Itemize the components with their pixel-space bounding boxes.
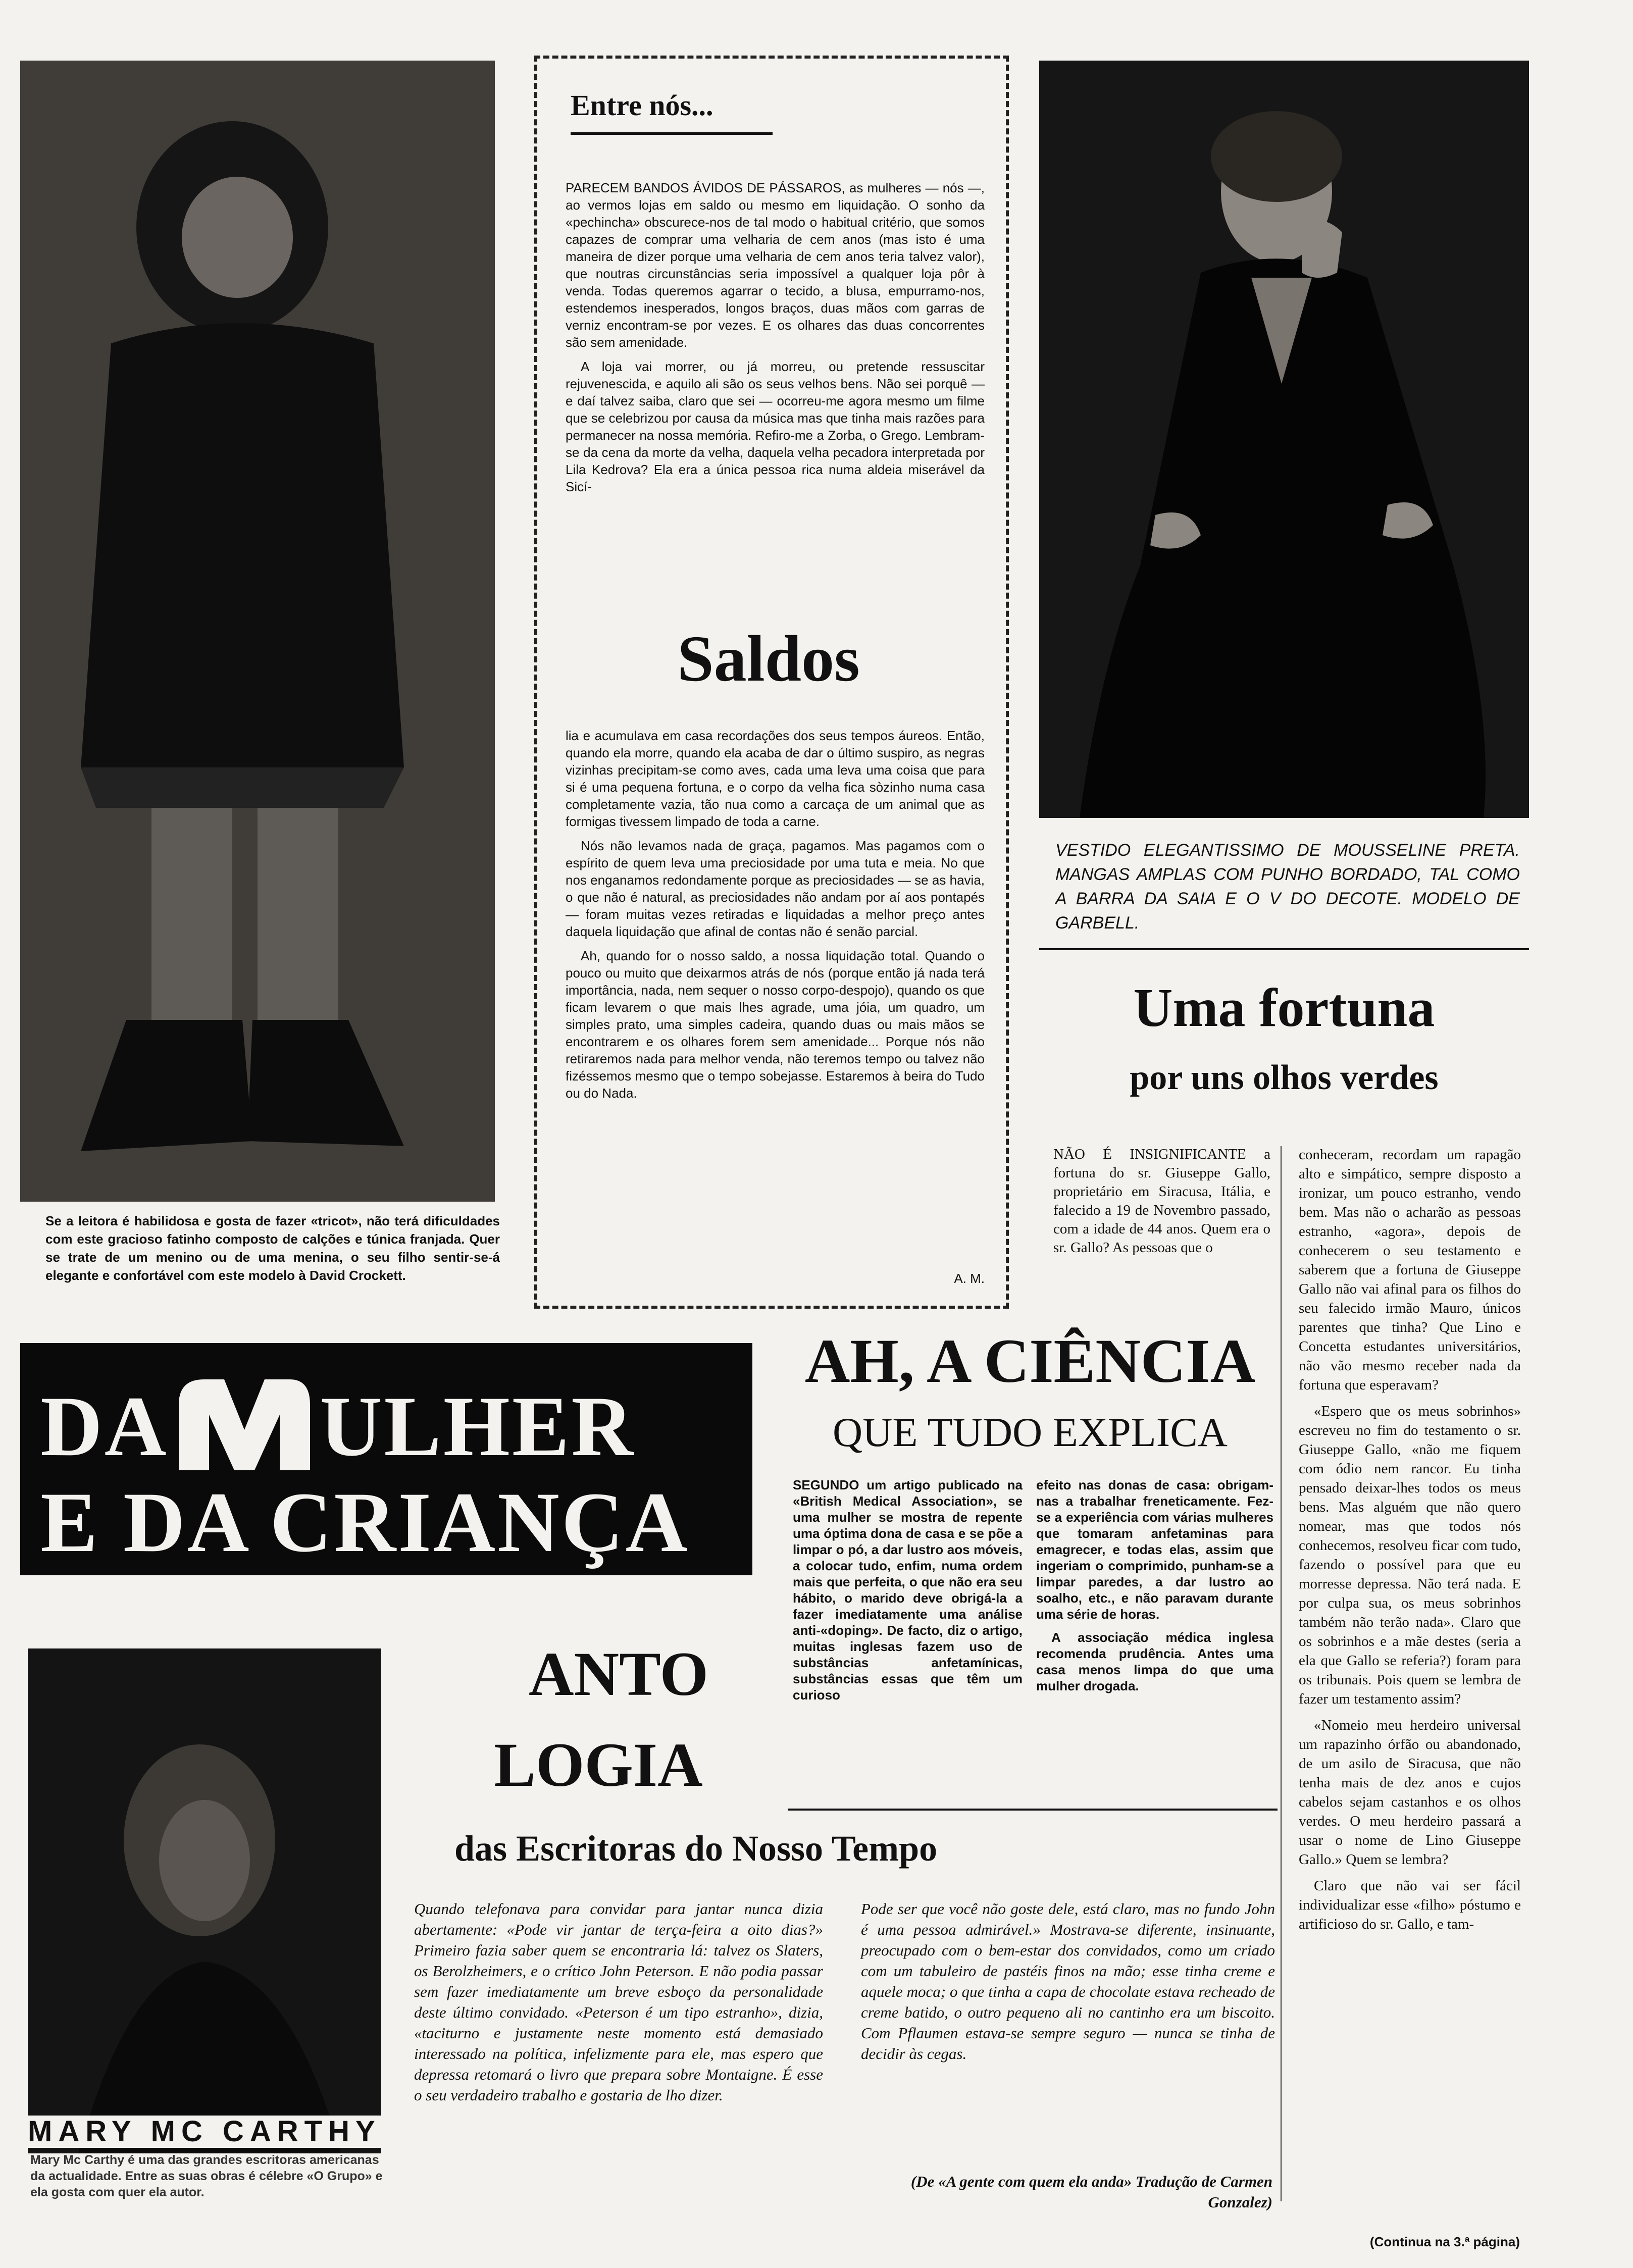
mary-mccarthy-name: MARY MC CARTHY (28, 2115, 381, 2148)
fortuna-title: Uma fortuna (1133, 978, 1435, 1038)
fortuna-paragraph: «Nomeio meu herdeiro universal um rapazinho órfão ou abandonado, de um asilo de Siracusa, que não tenha mais de dez anos e cujos cabelos sejam castanhos e os olhos verdes. O meu herdeiro passará a usar o nome de Lino Giuseppe Gallo.» Quem se lembra? (1299, 1717, 1521, 1868)
fortuna-paragraph: conheceram, recordam um rapagão alto e simpático, sempre disposto a ironizar, um pouco estranho, vendo bem. Mas não o acharão as pessoas estranho, «agora», depois de conhecerem o seu testamento e saberem que a fortuna de Giuseppe Gallo não vai afinal para os filhos do seu falecido irmão Mauro, únicos parentes que tinha? Que Lino e Concetta estudantes universitários, não vão mesmo receber nada da fortuna que esperavam? (1299, 1147, 1521, 1393)
antologia-source: (De «A gente com quem ela anda» Tradução de Carmen Gonzalez) (910, 2173, 1272, 2211)
fortuna-column-2 (1299, 1145, 1521, 1941)
antologia-column-2 (861, 1898, 1275, 2071)
fortuna-paragraph: NÃO É INSIGNIFICANTE a fortuna do sr. Giuseppe Gallo, proprietário em Siracusa, Itália, e falecido a 19 de Novembro passado, com a idade de 44 anos. Quem era o sr. Gallo? As pessoas que o (1053, 1146, 1270, 1256)
fortuna-column-divider (1281, 1146, 1282, 2201)
mary-mccarthy-photo (28, 1648, 381, 2153)
masthead-ulher: ULHER (320, 1379, 636, 1474)
entre-nos-rule (571, 132, 773, 135)
masthead-da: DA (40, 1379, 169, 1474)
mary-mccarthy-caption: Mary Mc Carthy é uma das grandes escritoras americanas da actualidade. Entre as suas obras é célebre «O Grupo» e ela gosta com quer ela autor. (30, 2153, 383, 2199)
fortuna-paragraph: «Espero que os meus sobrinhos» escreveu no fim do testamento o sr. Giuseppe Gallo, «não me fiquem com ódio nem rancor. Eu tinha pensado deixar-lhes todos os meus bens. Mas alguém que não quero nomear, mas que todos nós conhecemos, resolveu ficar com tudo, fazendo o possível para que eu morresse depressa. Não terá nada. E por culpa sua, os meus sobrinhos também não terão nada». Claro que os sobrinhos e a mãe destes (seria a ela que Gallo se referia?) foram para os tribunais. Pois quem se lembra de fazer um testamento assim? (1299, 1403, 1521, 1707)
saldos-title: Saldos (677, 623, 860, 695)
ciencia-subtitle: QUE TUDO EXPLICA (832, 1409, 1228, 1455)
masthead-m-glyph (169, 1384, 320, 1455)
entre-nos-text-top (566, 179, 985, 502)
dress-photo (1039, 61, 1529, 818)
entre-nos-paragraph: Ah, quando for o nosso saldo, a nossa liquidação total. Quando o pouco ou muito que deixarmos atrás de nós (porque então já nada terá importância, nada, nem sequer o nosso corpo-despojo), quando os que ficam levarem o que mais lhes agrade, uma jóia, um quadro, um simples prato, uma simples cadeira, quando duas ou mais mãos se encontrarem e os olhares forem sem amenidade... Porque nós não retiraremos nada para melhor venda, não teremos tempo ou talvez não fizéssemos mesmo que o tempo sobejasse. Estaremos à beira do Tudo ou do Nada. (566, 948, 985, 1101)
fortuna-column-1 (1053, 1145, 1270, 1264)
entre-nos-text-bottom (566, 727, 985, 1109)
ciencia-paragraph: SEGUNDO um artigo publicado na «British Medical Association», se uma mulher se mostra de repente uma óptima dona de casa e se põe a limpar o pó, a dar lustro aos móveis, a colocar tudo, enfim, numa ordem mais que perfeita, o que não era seu hábito, o marido deve obrigá-la a fazer imediatamente uma análise anti-«doping». De facto, diz o artigo, muitas inglesas fazem uso de substâncias anfetamínicas, substâncias essas que têm um curioso (793, 1477, 1023, 1703)
entre-nos-paragraph: A loja vai morrer, ou já morreu, ou pretende ressuscitar rejuvenescida, e aquilo ali são os seus velhos bens. Não sei porquê — e daí talvez saiba, claro que sei — ocorreu-me agora mesmo um filme que se celebrizou por causa da música mas que tinha mais razões para permanecer na nossa memória. Refiro-me a Zorba, o Grego. Lembram-se da cena da morte da velha, daquela velha pecadora interpretada por Lila Kedrova? Ela era a única pessoa rica numa aldeia miserável da Sicí- (566, 359, 985, 494)
ciencia-column-2 (1036, 1477, 1273, 1701)
entre-nos-kicker: Entre nós... (571, 89, 713, 122)
masthead-line-1 (40, 1379, 636, 1474)
entre-nos-paragraph: Nós não levamos nada de graça, pagamos. Mas pagamos com o espírito de quem leva uma preciosidade por uma tuta e meia. No que nos enganamos redondamente porque as preciosidades — se as havia, o que não é natural, as preciosidades não andam por aí aos pontapés — foram muitas vezes retiradas e liquidadas a melhor preço antes daquela liquidação que afinal de contas não é senão parcial. (566, 838, 985, 939)
ciencia-rule (788, 1809, 1278, 1811)
ciencia-paragraph: A associação médica inglesa recomenda prudência. Antes uma casa menos limpa do que uma mulher drogada. (1036, 1630, 1273, 1693)
dress-caption-rule (1039, 948, 1529, 950)
ciencia-column-1 (793, 1477, 1023, 1710)
entre-nos-signature: A. M. (954, 1271, 985, 1286)
masthead-line-2: E DA CRIANÇA (40, 1475, 690, 1570)
dress-caption: VESTIDO ELEGANTISSIMO DE MOUSSELINE PRETA. MANGAS AMPLAS COM PUNHO BORDADO, TAL COMO A BARRA DA SAIA E O V DO DECOTE. MODELO DE GARBELL. (1055, 841, 1520, 933)
ciencia-paragraph: efeito nas donas de casa: obrigam-nas a trabalhar freneticamente. Fez-se a experiência com várias mulheres que tomaram anfetaminas para emagrecer, e todas elas, assim que ingeriam o comprimido, punham-se a limpar paredes, a dar lustro ao soalho, etc., e não paravam durante uma série de horas. (1036, 1477, 1273, 1622)
child-outfit-caption: Se a leitora é habilidosa e gosta de fazer «tricot», não terá dificuldades com este gracioso fatinho composto de calções e túnica franjada. Quer se trate de um menino ou de uma menina, o seu filho sentir-se-á elegante e confortável com este modelo à David Crockett. (45, 1213, 500, 1283)
child-outfit-photo (20, 61, 495, 1202)
entre-nos-paragraph: PARECEM BANDOS ÁVIDOS DE PÁSSAROS, as mulheres — nós —, ao vermos lojas em saldo ou mesmo em liquidação. O sonho da «pechincha» obscurece-nos de tal modo o habitual critério, que somos capazes de comprar uma velharia de cem anos (mas isto é uma maneira de dizer porque uma velharia de cem anos teria talvez valor), que noutras circunstâncias seria impossível a qualquer loja pôr à venda. Todas queremos agarrar o tecido, a blusa, empurramo-nos, estendemos inesperados, longos braços, duas mãos com garras de verniz encontram-se por vezes. E os olhares das duas concorrentes são sem amenidade. (566, 180, 985, 350)
antologia-subtitle: das Escritoras do Nosso Tempo (454, 1828, 938, 1869)
fortuna-continua: (Continua na 3.ª página) (1369, 2234, 1520, 2249)
fortuna-paragraph: Claro que não vai ser fácil individualizar esse «filho» póstumo e artificioso do sr. Gallo, e tam- (1299, 1878, 1521, 1932)
antologia-column-1 (414, 1898, 823, 2112)
antologia-paragraph: Quando telefonava para convidar para jantar nunca dizia abertamente: «Pode vir jantar de terça-feira a oito dias?» Primeiro fazia saber quem se encontraria lá: talvez os Slaters, os Berolzheimers, e o crítico John Peterson. E não podia passar sem fazer imediatamente um breve esboço da personalidade deste último convidado. «Peterson é um tipo estranho», dizia, «taciturno e justamente neste momento está demasiado interessado na política, infelizmente para ele, mas espero que depressa retomará o livro que prepara sobre Montaigne. É esse o seu verdadeiro trabalho e gostaria de lho dizer. (414, 1900, 823, 2104)
fortuna-subtitle: por uns olhos verdes (1130, 1058, 1439, 1097)
ciencia-title: AH, A CIÊNCIA (804, 1326, 1256, 1396)
antologia-paragraph: Pode ser que você não goste dele, está claro, mas no fundo John é uma pessoa admirável.» Mostrava-se diferente, insinuante, preocupado com o bem-estar dos convidados, como um criado com um tabuleiro de pastéis finos na mão; esse tinha creme e aquele moca; o que tinha a capa de chocolate estava recheado de creme batido, o outro pequeno ali no cantinho era um biscoito. Com Pflaumen estava-se sempre seguro — nunca se tinha de decidir às cegas. (861, 1900, 1275, 2063)
entre-nos-paragraph: lia e acumulava em casa recordações dos seus tempos áureos. Então, quando ela morre, quando ela acaba de dar o último suspiro, as negras vizinhas precipitam-se como aves, cada uma leva uma coisa que para si é uma pequena fortuna, e o corpo da velha fica sòzinho numa casa completamente vazia, tão nua como a carcaça de um animal que as formigas tivessem limpado de toda a carne. (566, 728, 985, 829)
antologia-title-line-2: LOGIA (494, 1730, 703, 1799)
antologia-title-line-1: ANTO (528, 1639, 708, 1709)
